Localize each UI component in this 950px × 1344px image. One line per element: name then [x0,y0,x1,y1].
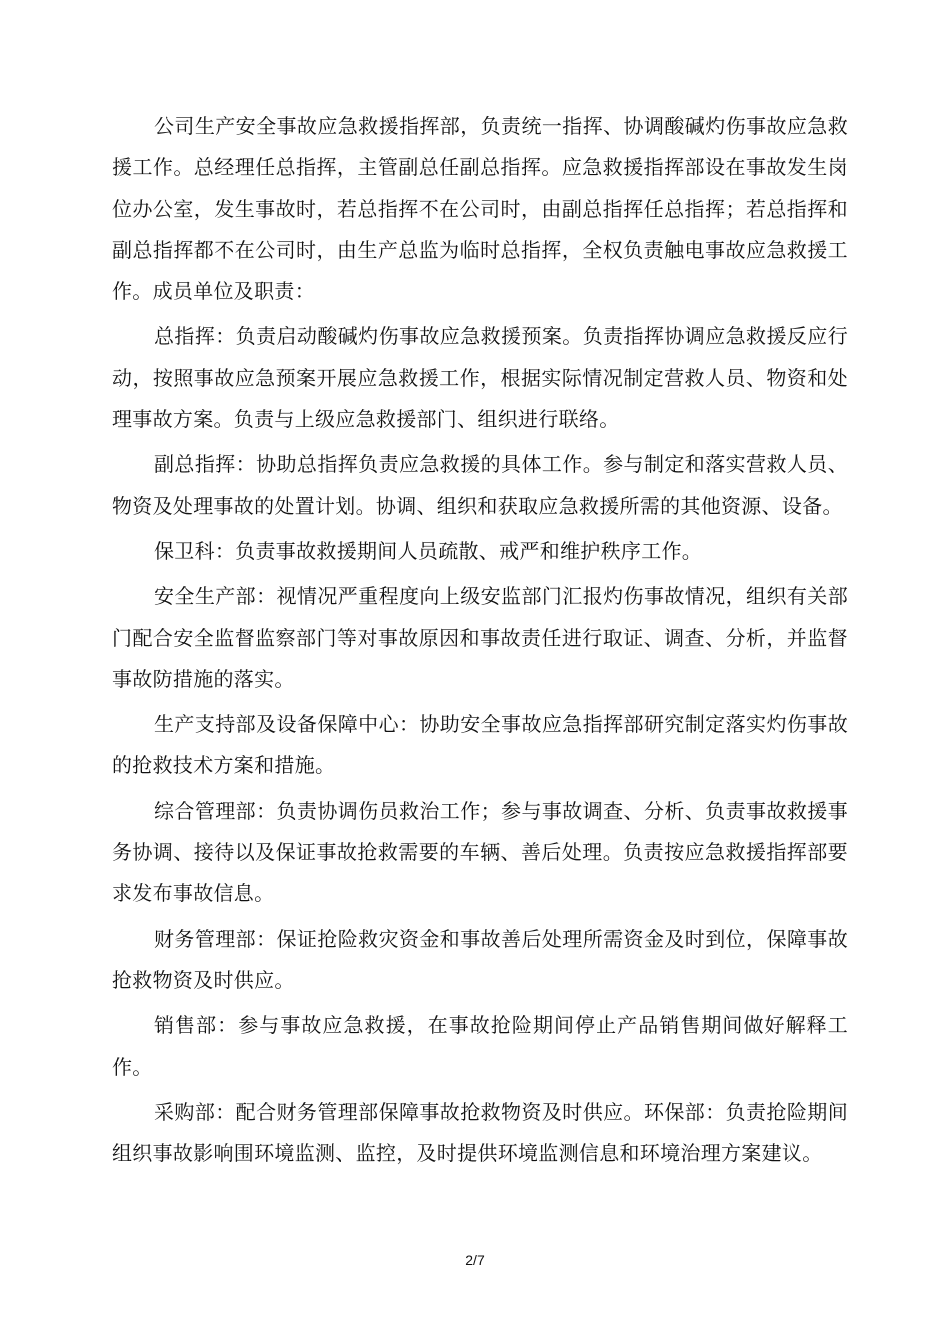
paragraph-finance: 财务管理部：保证抢险救灾资金和事故善后处理所需资金及时到位，保障事故抢救物资及时供应。 [112,926,848,992]
page-number: 2/7 [465,1252,485,1268]
document-body [112,106,848,1178]
paragraph-procurement-environment: 采购部：配合财务管理部保障事故抢救物资及时供应。环保部：负责抢险期间组织事故影响围环境监测、监控，及时提供环境监测信息和环境治理方案建议。 [112,1099,848,1166]
paragraph-deputy-commander: 副总指挥：协助总指挥负责应急救援的具体工作。参与制定和落实营救人员、物资及处理事故的处置计划。协调、组织和获取应急救援所需的其他资源、设备。 [112,452,848,518]
paragraph-general-management: 综合管理部：负责协调伤员救治工作；参与事故调查、分析、负责事故救援事务协调、接待以及保证事故抢救需要的车辆、善后处理。负责按应急救援指挥部要求发布事故信息。 [112,798,848,906]
paragraph-security-section: 保卫科：负责事故救援期间人员疏散、戒严和维护秩序工作。 [154,538,703,563]
paragraph-command-center: 公司生产安全事故应急救援指挥部，负责统一指挥、协调酸碱灼伤事故应急救援工作。总经理任总指挥，主管副总任副总指挥。应急救援指挥部设在事故发生岗位办公室，发生事故时，若总指挥不在公司时，由副总指挥任总指挥；若总指挥和副总指挥都不在公司时，由生产总监为临时总指挥，全权负责触电事故应急救援工作。成员单位及职责： [112,114,848,304]
paragraph-production-support: 生产支持部及设备保障中心：协助安全事故应急指挥部研究制定落实灼伤事故的抢救技术方案和措施。 [112,712,848,778]
paragraph-safety-production: 安全生产部：视情况严重程度向上级安监部门汇报灼伤事故情况，组织有关部门配合安全监督监察部门等对事故原因和事故责任进行取证、调查、分析，并监督事故防措施的落实。 [112,584,848,691]
paragraph-sales: 销售部：参与事故应急救援，在事故抢险期间停止产品销售期间做好解释工作。 [112,1013,848,1079]
paragraph-chief-commander: 总指挥：负责启动酸碱灼伤事故应急救援预案。负责指挥协调应急救援反应行动，按照事故应急预案开展应急救援工作，根据实际情况制定营救人员、物资和处理事故方案。负责与上级应急救援部门、组织进行联络。 [112,324,848,432]
